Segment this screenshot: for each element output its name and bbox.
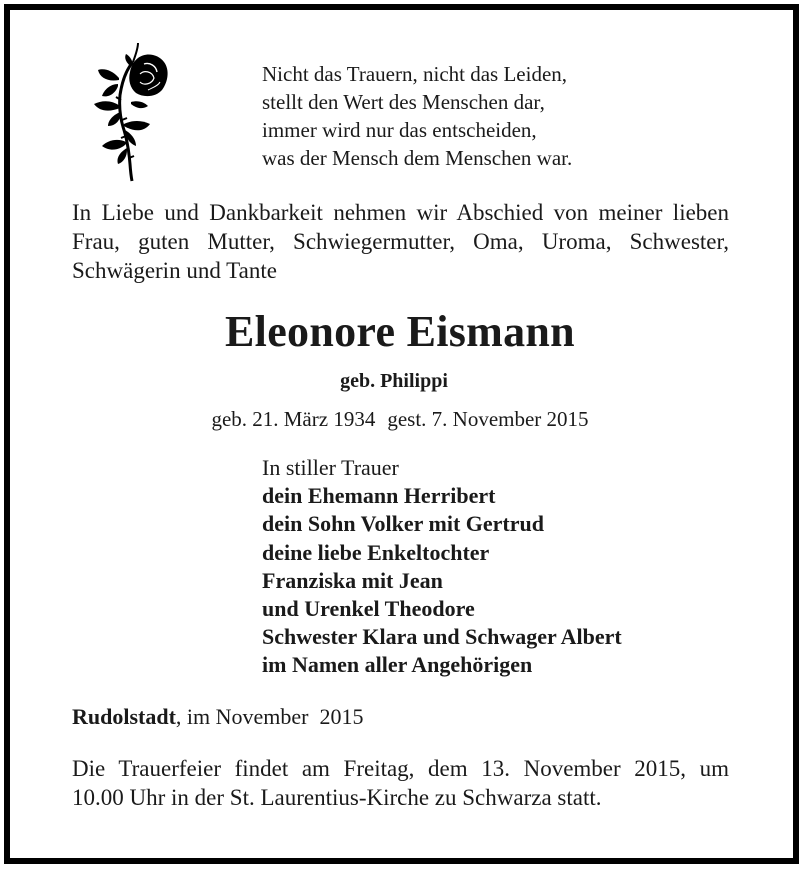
mourner-entry: Franziska mit Jean <box>262 567 443 593</box>
intro-line: In Liebe und Dankbarkeit nehmen wir Abschied von meiner lieben <box>72 200 729 225</box>
maiden-name: geb. Philippi <box>340 370 448 392</box>
intro-text <box>72 198 729 285</box>
rose-icon <box>86 40 170 182</box>
intro-line: Frau, guten Mutter, Schwiegermutter, Oma, Uroma, Schwester, <box>72 229 729 254</box>
mourner-entry: im Namen aller Angehörigen <box>262 652 533 678</box>
deceased-name: Eleonore Eismann <box>225 307 575 356</box>
poem-line: was der Mensch dem Menschen war. <box>262 146 573 170</box>
mourners-list <box>262 454 622 680</box>
poem-line: Nicht das Trauern, nicht das Leiden, <box>262 62 568 86</box>
intro-line: Schwägerin und Tante <box>72 258 277 283</box>
funeral-line: Die Trauerfeier findet am Freitag, dem 13. November 2015, um <box>72 756 729 781</box>
mourner-entry: dein Sohn Volker mit Gertrud <box>262 511 544 537</box>
city-name: Rudolstadt <box>72 704 176 729</box>
birth-date: geb. 21. März 1934 <box>211 407 376 431</box>
mourner-entry: und Urenkel Theodore <box>262 596 475 622</box>
life-dates <box>0 406 800 432</box>
funeral-line: 10.00 Uhr in der St. Laurentius-Kirche zu Schwarza statt. <box>72 785 602 810</box>
date-text: , im November 2015 <box>175 704 364 729</box>
mourner-entry: dein Ehemann Herribert <box>262 483 496 509</box>
funeral-notice <box>72 754 729 812</box>
poem-line: immer wird nur das entscheiden, <box>262 118 537 142</box>
poem-line: stellt den Wert des Menschen dar, <box>262 90 545 114</box>
mourner-entry: deine liebe Enkeltochter <box>262 539 490 565</box>
mourners-heading: In stiller Trauer <box>262 455 399 480</box>
death-date: gest. 7. November 2015 <box>387 407 589 431</box>
poem <box>262 60 572 172</box>
place-and-date <box>72 703 364 731</box>
mourner-entry: Schwester Klara und Schwager Albert <box>262 624 622 650</box>
